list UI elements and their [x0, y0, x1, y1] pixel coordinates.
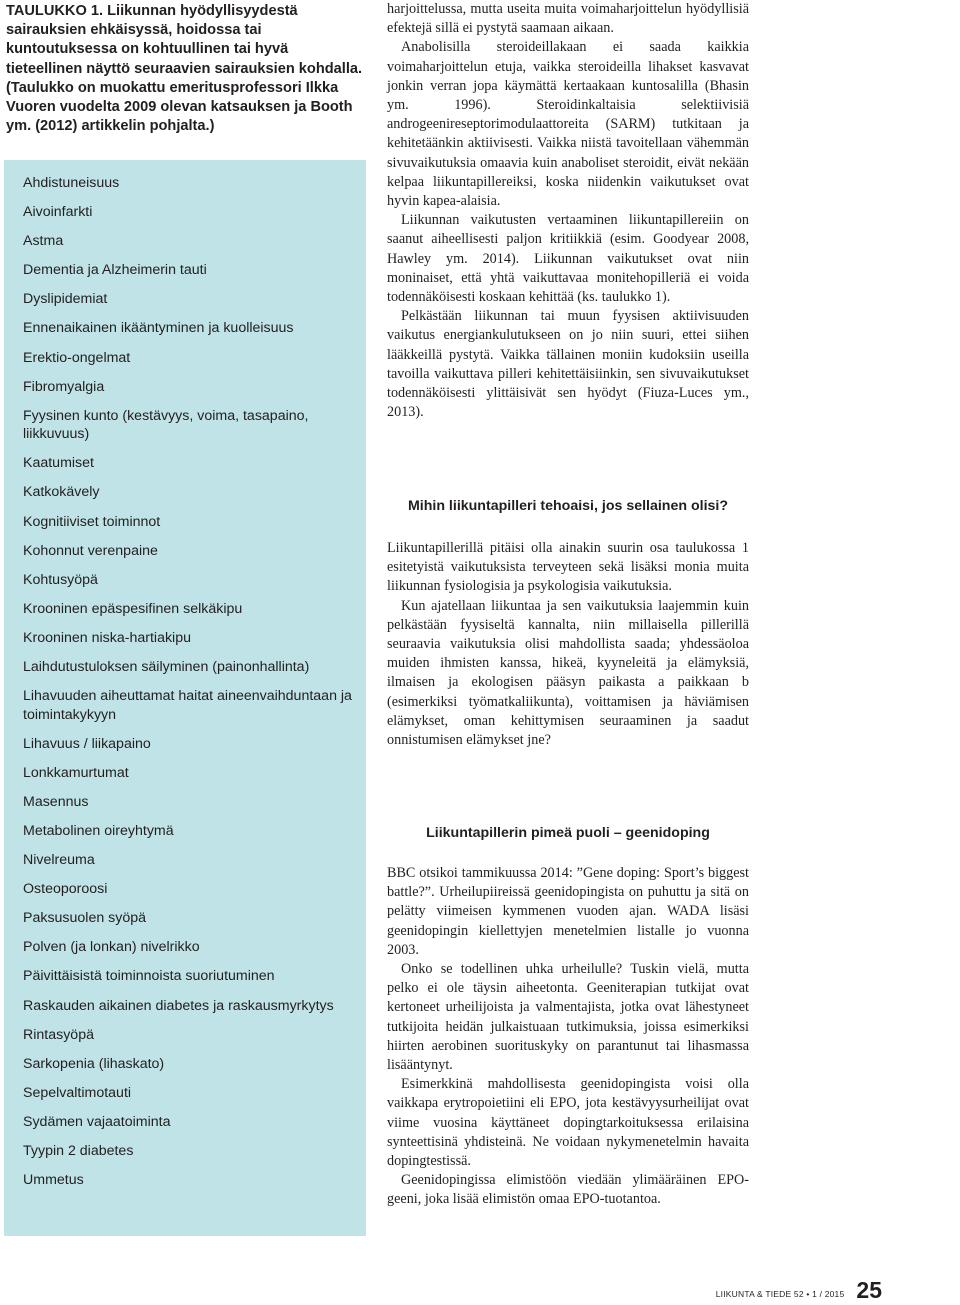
table-item: Metabolinen oireyhtymä — [23, 822, 174, 839]
table-caption-label: TAULUKKO 1. — [6, 3, 104, 19]
table-item: Dyslipidemiat — [23, 291, 108, 308]
journal-name: LIIKUNTA & TIEDE 52 • 1 / 2015 — [715, 1289, 845, 1299]
health-benefits-table — [4, 160, 366, 1236]
table-item: Krooninen epäspesifinen selkäkipu — [23, 600, 243, 617]
table-item: Masennus — [23, 793, 89, 810]
article-paragraph: BBC otsikoi tammikuussa 2014: ”Gene doping: Sport’s biggest battle?”. Urheilupiireissä geenidopingista on puhuttu ja sitä on pelätty viimeisen kymmenen vuoden ajan. WADA lisäsi geenidopingin kiellettyjen menetelmien listalle jo vuonna 2003. — [387, 865, 749, 958]
article-paragraph: Anabolisilla steroideillakaan ei saada kaikkia voimaharjoittelun etuja, vaikka steroideilla lihakset kasvavat jonkin verran jopa käymättä kertaakaan kuntosalilla (Bhasin ym. 1996). Steroidinkaltaisia selektiivisiä androgeenireseptorimodulaattoreita (SARM) tutkitaan ja kehitetäänkin aktiivisesti. Vaikka niistä tavoitellaan vähemmän sivuvaikutuksia omaavia kuin anaboliset steroidit, eivät nekään kelpaa liikuntapillereiksi, koska niidenkin vaikutukset ovat hyvin kapea-alaisia. — [387, 39, 749, 210]
table-item: Päivittäisistä toiminnoista suoriutuminen — [23, 968, 275, 985]
table-item: Kohtusyöpä — [23, 571, 98, 588]
table-item: Krooninen niska-hartiakipu — [23, 629, 191, 646]
table-item: Kognitiiviset toiminnot — [23, 513, 161, 530]
article-paragraph: Onko se todellinen uhka urheilulle? Tuskin vielä, mutta pelko ei ole täysin aiheetonta. Geeniterapian tutkijat ovat kertoneet urheilijoista ja valmentajista, jotka ovat lähestyneet tutkijoita heidän julkaistuaan tutkimuksia, joissa esimerkiksi hiirten aerobinen suorituskyky on parantunut tai lihasmassa lisääntynyt. — [387, 961, 749, 1074]
section-heading-gene-doping: Liikuntapillerin pimeä puoli – geenidoping — [426, 825, 710, 841]
article-paragraph: Liikunnan vaikutusten vertaaminen liikuntapillereiin on saanut aiheellisesti paljon kritiikkiä (esim. Goodyear 2008, Hawley ym. 2014). Liikunnan vaikutukset ovat niin moninaiset, että yhtä vaikuttavaa monitehopilleriä ei voida todennäköisesti koskaan kehittää (ks. taulukko 1). — [387, 212, 749, 306]
table-item: Fyysinen kunto (kestävyys, voima, tasapaino, liikkuvuus) — [23, 407, 309, 443]
section-heading-pill-effects: Mihin liikuntapilleri tehoaisi, jos sellainen olisi? — [407, 498, 729, 514]
page-number: 25 — [856, 1277, 882, 1303]
table-item: Erektio-ongelmat — [23, 349, 131, 366]
table-item: Lihavuuden aiheuttamat haitat aineenvaihduntaan ja toimintakykyyn — [23, 688, 352, 723]
table-item: Tyypin 2 diabetes — [23, 1143, 134, 1159]
table-item: Ahdistuneisuus — [23, 175, 120, 191]
table-item: Lonkkamurtumat — [23, 764, 129, 781]
table-item: Raskauden aikainen diabetes ja raskausmyrkytys — [23, 997, 334, 1014]
table-item: Sydämen vajaatoiminta — [23, 1113, 171, 1130]
table-item: Lihavuus / liikapaino — [23, 735, 151, 752]
article-section-intro — [387, 0, 749, 422]
table-item: Sepelvaltimotauti — [23, 1084, 132, 1101]
table-item: Nivelreuma — [23, 852, 95, 869]
table-item: Astma — [23, 233, 64, 250]
article-paragraph: Kun ajatellaan liikuntaa ja sen vaikutuksia laajemmin kuin pelkästään fyysiseltä kannalta, niin millaisella pillerillä seuraavia vaikutuksia olisi mahdollista saada; yhdessäoloa muiden ihmisten kanssa, hikeä, kyyneleitä ja elämyksiä, ilmaisen ja ekologisen pääsyn paikasta a paikkaan b (esimerkiksi työmatkaliikunta), voittamisen ja häviämisen elämykset, oman kehittymisen seuraaminen ja saadut onnistumisen elämykset jne? — [387, 597, 749, 749]
table-caption — [6, 2, 366, 136]
table-item: Paksusuolen syöpä — [23, 910, 147, 927]
article-paragraph: harjoittelussa, mutta useita muita voimaharjoittelun hyödyllisiä efektejä sillä ei pystytä saamaan aikaan. — [387, 1, 749, 37]
article-paragraph: Geenidopingissa elimistöön viedään ylimääräinen EPO-geeni, joka lisää elimistön omaa EPO-tuotantoa. — [387, 1172, 749, 1208]
table-item: Polven (ja lonkan) nivelrikko — [23, 939, 200, 956]
table-caption-text: Liikunnan hyödyllisyydestä sairauksien ehkäisyssä, hoidossa tai kuntoutuksessa on kohtuullinen tai hyvä tieteellinen näyttö seuraavien sairauksien kohdalla. (Taulukko on muokattu emeritusprofessori Ilkka Vuoren vuodelta 2009 olevan katsauksen ja Booth ym. (2012) artikkelin pohjalta.) — [6, 3, 363, 135]
table-item: Aivoinfarkti — [23, 204, 93, 221]
table-item: Rintasyöpä — [23, 1026, 94, 1043]
article-paragraph: Esimerkkinä mahdollisesta geenidopingista voisi olla vaikkapa erytropoietiini eli EPO, jota kestävyysurheilijat ovat viime vuosina käyttäneet dopingtarkoituksessa erilaisina synteettisinä yhdisteinä. Ne voidaan nykymenetelmin havaita dopingtestissä. — [387, 1076, 749, 1170]
article-section-gene-doping — [387, 864, 749, 1210]
table-item: Ummetus — [23, 1172, 84, 1189]
article-paragraph: Liikuntapillerillä pitäisi olla ainakin suurin osa taulukossa 1 esitetyistä vaikutuksista terveyteen sekä lisäksi monia muita liikunnan fysiologisia ja psykologisia vaikutuksia. — [387, 540, 749, 595]
article-section-pill-effects — [387, 539, 749, 750]
table-item: Kohonnut verenpaine — [23, 542, 158, 559]
table-item: Sarkopenia (lihaskato) — [23, 1055, 165, 1072]
table-item: Dementia ja Alzheimerin tauti — [23, 262, 207, 279]
page-footer — [716, 1278, 882, 1302]
table-item: Katkokävely — [23, 484, 100, 501]
health-benefits-list — [23, 174, 354, 1190]
article-paragraph: Pelkästään liikunnan tai muun fyysisen aktiivisuuden vaikutus energiankulutukseen on jo niin suuri, ettei siihen lääkkeillä pystytä. Vaikka tällainen moniin kudoksiin useilla tavoilla vaikuttava pilleri kehitettäisiinkin, sen sivuvaikutukset todennäköisesti ylittäisivät sen hyödyt (Fiuza-Luces ym., 2013). — [387, 308, 749, 421]
table-item: Osteoporoosi — [23, 881, 108, 898]
table-item: Fibromyalgia — [23, 378, 105, 395]
table-item: Laihdutustuloksen säilyminen (painonhallinta) — [23, 659, 310, 675]
table-item: Kaatumiset — [23, 455, 94, 472]
table-item: Ennenaikainen ikääntyminen ja kuolleisuus — [23, 320, 294, 337]
